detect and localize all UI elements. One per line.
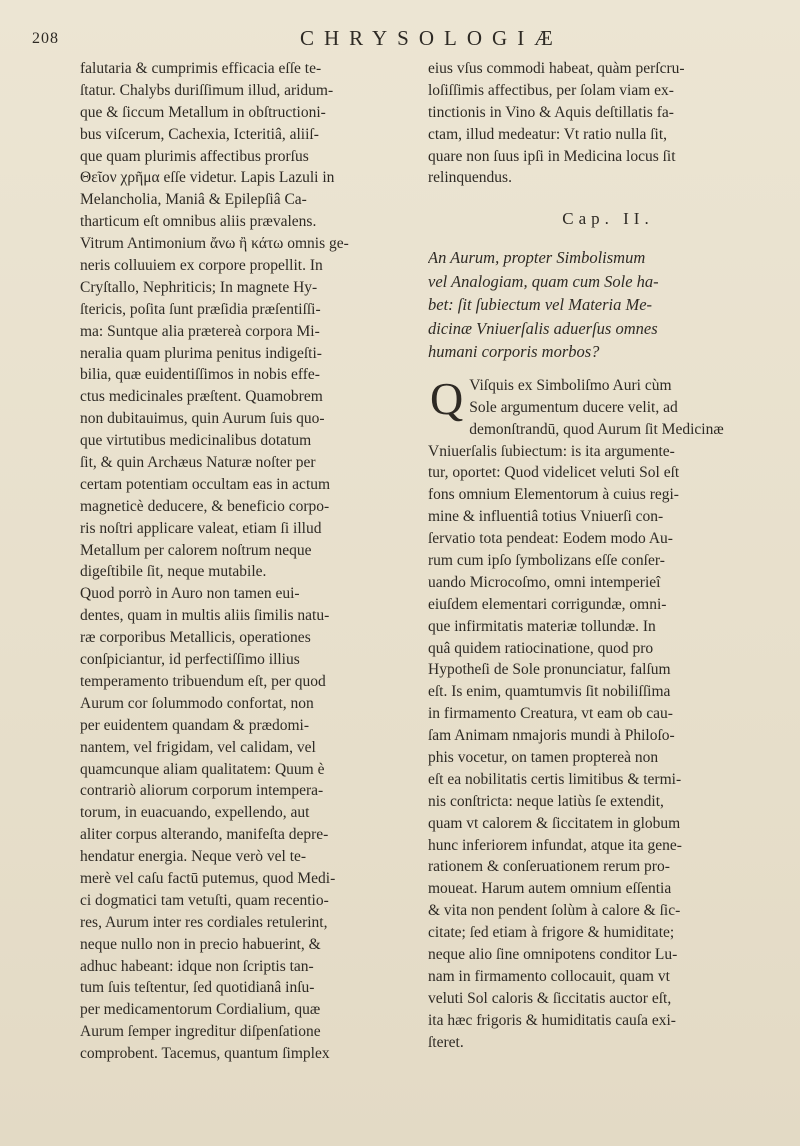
- text-line: dentes, quam in multis aliis ſimilis natu-: [80, 607, 330, 625]
- text-line: bus viſcerum, Cachexia, Icteritiâ, aliiſ-: [80, 125, 319, 143]
- text-line: Viſquis ex Simboliſmo Auri cùm: [469, 376, 672, 394]
- text-line: que infirmitatis materiæ tollundæ. In: [428, 617, 656, 635]
- text-line: & vita non pendent ſolùm à calore & ſic-: [428, 902, 681, 920]
- text-line: Aurum cor ſolummodo confortat, non: [80, 694, 314, 712]
- page-number: 208: [32, 30, 59, 47]
- text-line: loſiſſimis affectibus, per ſolam viam ex-: [428, 81, 674, 99]
- text-line: quamcunque aliam qualitatem: Quum è: [80, 760, 325, 778]
- text-line: Quod porrò in Auro non tamen eui-: [80, 585, 300, 603]
- text-line: temperamento tribuendum eſt, per quod: [80, 672, 326, 690]
- text-line: contrariò aliorum corporum intempera-: [80, 782, 324, 800]
- chapter-title: [428, 247, 788, 365]
- text-line: comprobent. Tacemus, quantum ſimplex: [80, 1045, 330, 1063]
- text-line: eiuſdem elementari corrigundæ, omni-: [428, 595, 667, 613]
- text-line: neris colluuiem ex corpore propellit. In: [80, 257, 323, 275]
- drop-cap-initial: Q: [430, 372, 464, 424]
- text-line: neque nullo non in precio habuerint, &: [80, 935, 321, 953]
- text-line: fons omnium Elementorum à cuius regi-: [428, 486, 679, 504]
- text-line: Hypotheſi de Sole pronunciatur, falſum: [428, 661, 671, 679]
- text-line: hunc inferiorem infundat, atque ita gene-: [428, 836, 682, 854]
- running-head: CHRYSOLOGIÆ: [300, 26, 563, 50]
- text-line: moueat. Harum autem omnium eſſentia: [428, 880, 672, 898]
- text-line: veluti Sol caloris & ſiccitatis auctor eſt,: [428, 989, 672, 1007]
- text-line: rum cum ipſo ſymbolizans eſſe conſer-: [428, 551, 665, 569]
- chapter-title-line: dicinæ Vniuerſalis aduerſus omnes: [428, 318, 658, 338]
- text-line: demonſtrandū, quod Aurum ſit Medicinæ: [469, 420, 724, 438]
- text-line: neralia quam plurima penitus indigeſti-: [80, 344, 322, 362]
- text-line: phis vocetur, on tamen proptereà non: [428, 748, 659, 766]
- text-line: Sole argumentum ducere velit, ad: [469, 398, 678, 416]
- text-line: res, Aurum inter res cordiales retulerint,: [80, 913, 328, 931]
- text-line: eius vſus commodi habeat, quàm perſcru-: [428, 60, 685, 77]
- text-line: ctus medicinales præſtent. Quamobrem: [80, 388, 323, 406]
- right-column: [428, 58, 788, 1053]
- text-line: Vniuerſalis ſubiectum: is ita argumente-: [428, 442, 675, 460]
- text-line: torum, in euacuando, expellendo, aut: [80, 804, 310, 822]
- text-line: nis conſtricta: neque latiùs ſe extendit,: [428, 792, 664, 810]
- text-line: Melancholia, Maniâ & Epilepſiâ Ca-: [80, 191, 307, 209]
- text-line: tur, oportet: Quod videlicet veluti Sol eſt: [428, 464, 680, 482]
- text-line: tum ſuis teſtentur, ſed quotidianâ inſu-: [80, 979, 315, 997]
- text-line: merè vel caſu factū putemus, quod Medi-: [80, 869, 336, 887]
- text-line: bilia, quæ euidentiſſimos in nobis effe-: [80, 366, 320, 384]
- text-line: per medicamentorum Cordialium, quæ: [80, 1001, 321, 1019]
- text-line: nam in firmamento collocauit, quam vt: [428, 967, 670, 985]
- right-column-continuation: [428, 58, 788, 189]
- text-line: ris noſtri applicare valeat, etiam ſi illud: [80, 519, 322, 537]
- text-line: uando Microcoſmo, omni intemperieî: [428, 573, 661, 591]
- text-line: ræ corporibus Metallicis, operationes: [80, 629, 311, 647]
- text-line: Vitrum Antimonium ἄνω ἢ κάτω omnis ge-: [80, 235, 349, 253]
- chapter-title-line: vel Analogiam, quam cum Sole ha-: [428, 271, 659, 291]
- text-line: neque alio ſine omnipotens conditor Lu-: [428, 946, 678, 963]
- chapter-title-line: bet: ſit ſubiectum vel Materia Me-: [428, 295, 653, 315]
- text-line: digeſtibile ſit, neque mutabile.: [80, 563, 267, 581]
- text-line: nantem, vel frigidam, vel calidam, vel: [80, 738, 316, 756]
- text-line: que quam plurimis affectibus prorſus: [80, 147, 309, 165]
- text-line: ci dogmatici tam vetuſti, quam recentio-: [80, 891, 329, 909]
- text-line: ita hæc frigoris & humiditatis cauſa exi-: [428, 1011, 676, 1029]
- text-line: quam vt calorem & ſiccitatem in globum: [428, 814, 681, 832]
- left-column: [80, 58, 420, 1065]
- text-line: ſteret.: [428, 1033, 464, 1051]
- text-line: ctam, illud medeatur: Vt ratio nulla ſit,: [428, 125, 668, 143]
- chapter-title-line: An Aurum, propter Simbolismum: [428, 248, 646, 268]
- text-line: eſt. Is enim, quamtumvis ſit nobiliſſima: [428, 683, 671, 701]
- text-line: in firmamento Creatura, vt eam ob cau-: [428, 705, 673, 723]
- text-line: per euidentem quandam & prædomi-: [80, 716, 309, 734]
- text-line: relinquendus.: [428, 169, 512, 187]
- chapter-title-line: humani corporis morbos?: [428, 342, 600, 362]
- text-line: adhuc habeant: idque non ſcriptis tan-: [80, 957, 314, 975]
- text-line: non dubitauimus, quin Aurum ſuis quo-: [80, 410, 325, 428]
- text-line: Metallum per calorem noſtrum neque: [80, 541, 312, 559]
- text-line: que & ſiccum Metallum in obſtructioni-: [80, 103, 326, 121]
- chapter-body: [428, 372, 788, 1054]
- text-line: ſtericis, poſita ſunt præſidia præſentiſſi-: [80, 300, 321, 318]
- text-line: que virtutibus medicinalibus dotatum: [80, 432, 312, 450]
- text-line: ſtatur. Chalybs duriſſimum illud, aridum-: [80, 81, 334, 99]
- text-line: certam potentiam occultam eas in actum: [80, 475, 331, 493]
- text-line: ſervatio tota pendeat: Eodem modo Au-: [428, 530, 673, 548]
- chapter-heading: Cap. II.: [562, 209, 654, 229]
- text-line: tharticum eſt omnibus aliis prævalens.: [80, 213, 317, 231]
- text-line: Aurum ſemper ingreditur diſpenſatione: [80, 1023, 321, 1041]
- text-line: Θεῖον χρῆμα eſſe videtur. Lapis Lazuli in: [80, 169, 335, 187]
- text-line: quare non ſuus ipſi in Medicina locus ſit: [428, 147, 676, 165]
- text-line: tinctionis in Vino & Aquis deſtillatis fa-: [428, 103, 674, 121]
- text-line: citate; ſed etiam à frigore & humiditate;: [428, 924, 675, 942]
- text-line: rationem & conſeruationem rerum pro-: [428, 858, 670, 876]
- text-line: Cryſtallo, Nephriticis; In magnete Hy-: [80, 278, 318, 296]
- text-line: ſit, & quin Archæus Naturæ noſter per: [80, 454, 316, 472]
- text-line: aliter corpus alterando, manifeſta depre-: [80, 826, 329, 844]
- text-line: magneticè deducere, & beneficio corpo-: [80, 497, 330, 515]
- text-line: quâ quidem ratiocinatione, quod pro: [428, 639, 654, 657]
- text-line: conſpiciantur, id perfectiſſimo illius: [80, 651, 300, 669]
- text-line: eſt ea nobilitatis certis limitibus & termi-: [428, 770, 682, 788]
- text-line: mine & influentiâ totius Vniuerſi con-: [428, 508, 664, 526]
- text-line: ma: Suntque alia prætereà corpora Mi-: [80, 322, 320, 340]
- text-line: falutaria & cumprimis efficacia eſſe te-: [80, 60, 322, 77]
- text-line: ſam Animam nmajoris mundi à Philoſo-: [428, 727, 675, 745]
- text-line: hendatur energia. Neque verò vel te-: [80, 848, 307, 866]
